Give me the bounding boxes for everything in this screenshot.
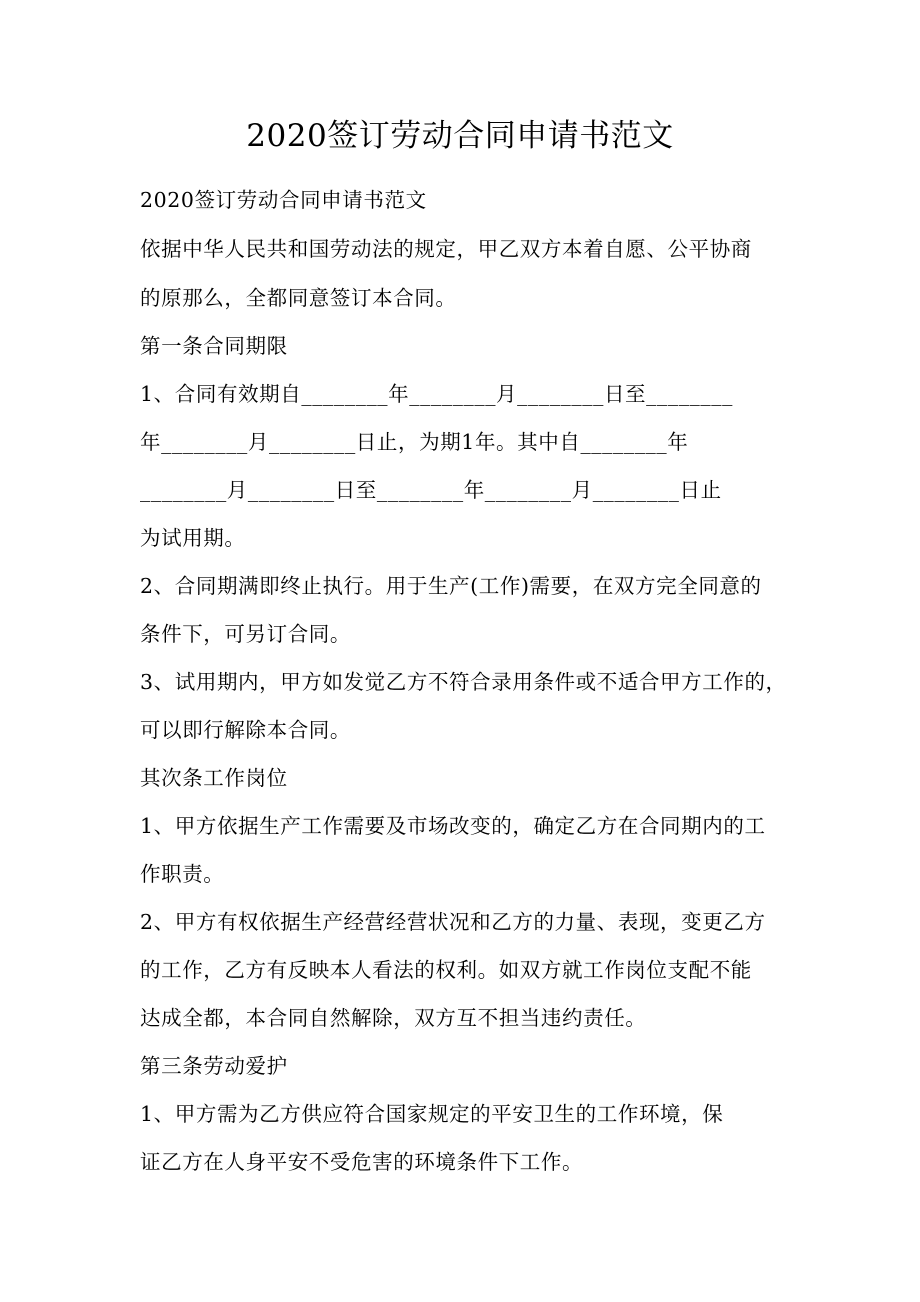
paragraph-line: 证乙方在人身平安不受危害的环境条件下工作。 <box>140 1150 584 1174</box>
intro-line-1: 依据中华人民共和国劳动法的规定，甲乙双方本着自愿、公平协商 <box>140 237 752 261</box>
subtitle-line: 2020签订劳动合同申请书范文 <box>140 188 427 212</box>
paragraph-line: 1、合同有效期自________年________月________日至________ <box>140 382 733 406</box>
paragraph-line: 1、甲方依据生产工作需要及市场改变的，确定乙方在合同期内的工 <box>140 814 766 838</box>
paragraph-line: 为试用期。 <box>140 526 246 550</box>
paragraph-line: 的工作，乙方有反映本人看法的权利。如双方就工作岗位支配不能 <box>140 958 752 982</box>
paragraph-line: 作职责。 <box>140 862 225 886</box>
paragraph-line: 年________月________日止，为期1年。其中自________年 <box>140 430 689 454</box>
document-title: 2020签订劳动合同申请书范文 <box>246 118 674 154</box>
section-heading-term: 第一条合同期限 <box>140 334 288 358</box>
paragraph-line: 可以即行解除本合同。 <box>140 718 351 742</box>
paragraph-line: 2、甲方有权依据生产经营经营状况和乙方的力量、表现，变更乙方 <box>140 910 766 934</box>
paragraph-line: 条件下，可另订合同。 <box>140 622 351 646</box>
paragraph-line: 3、试用期内，甲方如发觉乙方不符合录用条件或不适合甲方工作的， <box>140 670 787 694</box>
paragraph-line: 1、甲方需为乙方供应符合国家规定的平安卫生的工作环境，保 <box>140 1102 724 1126</box>
paragraph-line: 达成全都，本合同自然解除，双方互不担当违约责任。 <box>140 1006 647 1030</box>
section-heading-position: 其次条工作岗位 <box>140 766 288 790</box>
paragraph-line: ________月________日至________年________月________日止 <box>140 478 722 502</box>
section-heading-protection: 第三条劳动爱护 <box>140 1054 288 1078</box>
intro-line-2: 的原那么，全都同意签订本合同。 <box>140 286 457 310</box>
paragraph-line: 2、合同期满即终止执行。用于生产(工作)需要，在双方完全同意的 <box>140 574 762 598</box>
